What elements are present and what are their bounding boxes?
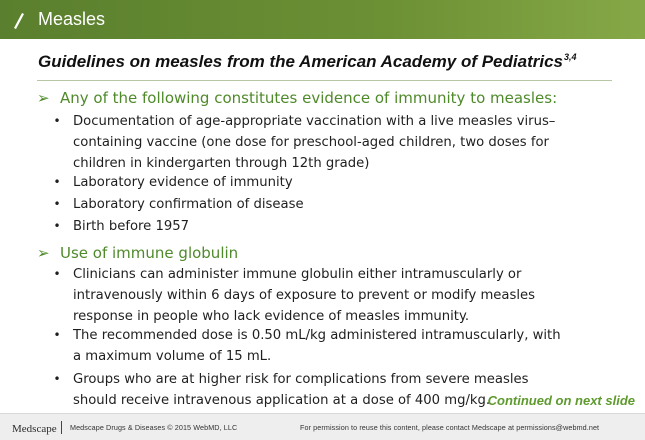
- title-divider: [37, 80, 612, 81]
- bullet-icon: •: [53, 175, 61, 189]
- bullet-icon: •: [53, 114, 61, 128]
- arrow-bullet-icon: ➢: [37, 89, 50, 107]
- footer-copyright: Medscape Drugs & Diseases © 2015 WebMD, LLC: [70, 423, 238, 432]
- footer-bar: [0, 413, 645, 440]
- list-item: • Laboratory confirmation of disease: [52, 194, 572, 215]
- list-item: • Laboratory evidence of immunity: [52, 172, 572, 193]
- slide-title-reference: 3,4: [563, 52, 577, 62]
- continued-note: Continued on next slide: [487, 393, 635, 408]
- bullet-icon: •: [53, 219, 61, 233]
- slide-title: [38, 52, 577, 72]
- list-item: • Documentation of age-appropriate vaccination with a live measles virus–containing vaccine (one dose for preschool-aged children, two doses for children in kindergarten through 12th grade): [52, 111, 572, 174]
- pen-icon: [11, 11, 25, 29]
- bullet-icon: •: [53, 372, 61, 386]
- medscape-logo: Medscape: [12, 423, 57, 435]
- header-title: Measles: [38, 9, 106, 29]
- bullet-icon: •: [53, 267, 61, 281]
- list-item: • Birth before 1957: [52, 216, 572, 237]
- arrow-bullet-icon: ➢: [37, 244, 50, 262]
- header-bar: [0, 0, 645, 39]
- list-item: • Clinicians can administer immune globulin either intramuscularly or intravenously within 6 days of exposure to prevent or modify measles response in people who lack evidence of measles immunity.: [52, 264, 572, 327]
- footer-divider: [61, 421, 62, 434]
- list-item: • The recommended dose is 0.50 mL/kg administered intramuscularly, with a maximum volume of 15 mL.: [52, 325, 572, 367]
- bullet-icon: •: [53, 197, 61, 211]
- footer-permission: For permission to reuse this content, please contact Medscape at permissions@webmd.net: [300, 423, 600, 432]
- section-heading-immune-globulin: ➢ Use of immune globulin: [37, 244, 239, 262]
- list-item: • Groups who are at higher risk for complications from severe measles should receive intravenous application at a dose of 400 mg/kg.: [52, 369, 572, 411]
- section-heading-immunity: ➢ Any of the following constitutes evidence of immunity to measles:: [37, 89, 558, 107]
- slide-title-text: Guidelines on measles from the American Academy of Pediatrics: [38, 52, 563, 71]
- bullet-icon: •: [53, 328, 61, 342]
